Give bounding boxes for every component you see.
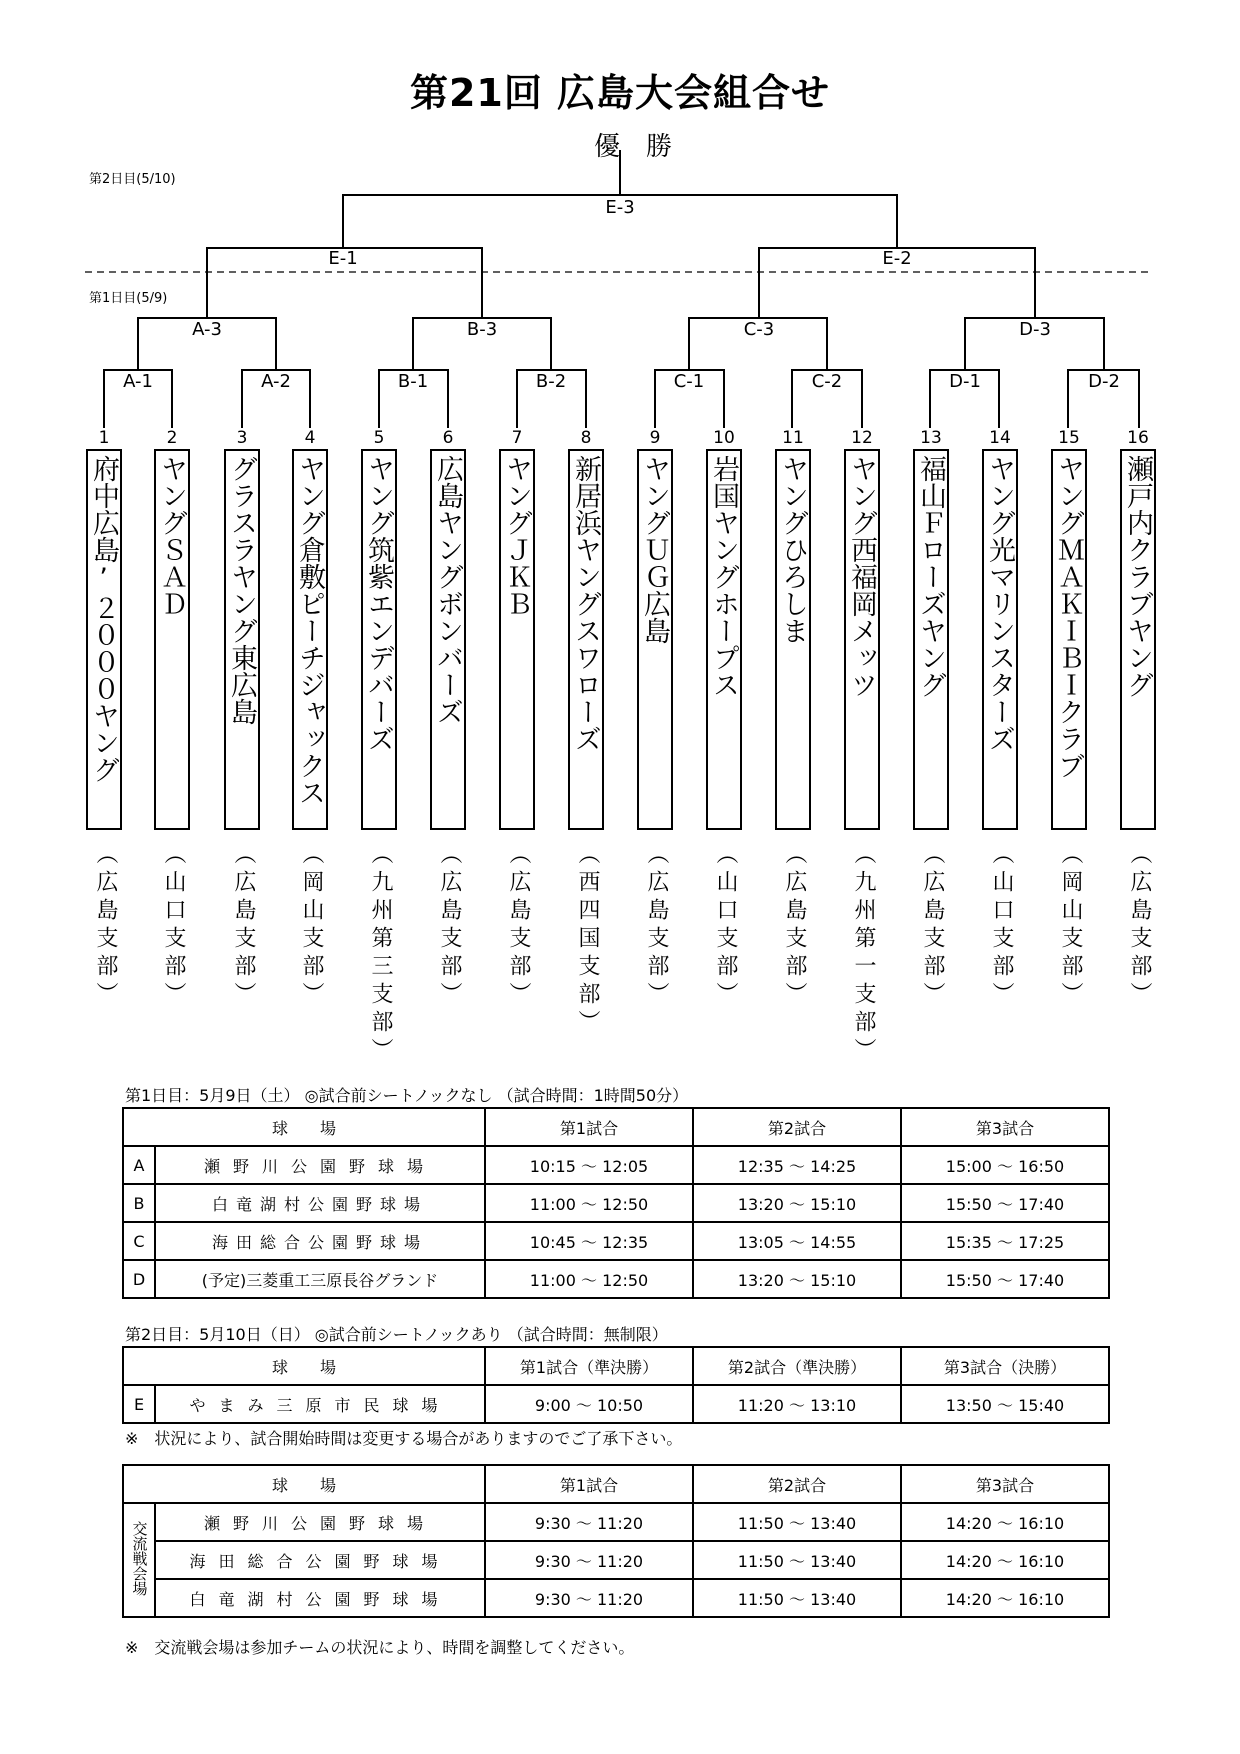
game2-time: 12:35 ～ 14:25 <box>693 1146 901 1184</box>
game2-time: 11:20 ～ 13:10 <box>693 1385 901 1423</box>
team-branch: （九州第三支部） <box>368 842 393 1066</box>
day1-bracket-label: 第1日目(5/9) <box>89 291 168 306</box>
table-header-row <box>123 1465 1109 1503</box>
game2-time: 11:50 ～ 13:40 <box>693 1503 901 1541</box>
venue-name: 白竜湖村公園野球場 <box>155 1579 485 1617</box>
match-e3: E-3 <box>605 197 635 218</box>
table-row <box>123 1579 1109 1617</box>
game2-time: 13:05 ～ 14:55 <box>693 1222 901 1260</box>
game3-time: 14:20 ～ 16:10 <box>901 1579 1109 1617</box>
match-d3: D-3 <box>1019 319 1051 340</box>
team-name: 瀬戸内クラブヤング <box>1120 449 1156 830</box>
table-row <box>123 1541 1109 1579</box>
team-name: ヤングＵＧ広島 <box>637 449 673 830</box>
match-e2: E-2 <box>882 248 912 269</box>
match-d1: D-1 <box>949 371 981 392</box>
match-e1: E-1 <box>328 248 358 269</box>
table-row <box>123 1222 1109 1260</box>
header-game2: 第2試合（準決勝） <box>693 1347 901 1385</box>
table-row <box>123 1503 1109 1541</box>
table-row <box>123 1146 1109 1184</box>
game1-time: 10:15 ～ 12:05 <box>485 1146 693 1184</box>
team-branch: （広島支部） <box>920 842 945 1010</box>
team-number: 14 <box>989 428 1011 448</box>
team-number: 12 <box>851 428 873 448</box>
team-name: ヤングＳＡＤ <box>154 449 190 830</box>
team-name: ヤング倉敷ピーチジャックス <box>292 449 328 830</box>
header-venue: 球 場 <box>123 1108 485 1146</box>
team-branch: （広島支部） <box>644 842 669 1010</box>
team-number: 2 <box>166 428 178 448</box>
table-header-row <box>123 1347 1109 1385</box>
game2-time: 13:20 ～ 15:10 <box>693 1260 901 1298</box>
team-branch: （広島支部） <box>1127 842 1152 1010</box>
game1-time: 9:30 ～ 11:20 <box>485 1541 693 1579</box>
team-number: 5 <box>373 428 385 448</box>
team-branch: （山口支部） <box>161 842 186 1010</box>
day2-bracket-label: 第2日目(5/10) <box>89 172 176 187</box>
header-game1: 第1試合（準決勝） <box>485 1347 693 1385</box>
header-venue: 球 場 <box>123 1465 485 1503</box>
game3-time: 14:20 ～ 16:10 <box>901 1541 1109 1579</box>
team-name: グラスラヤング東広島 <box>224 449 260 830</box>
game3-time: 15:35 ～ 17:25 <box>901 1222 1109 1260</box>
header-venue: 球 場 <box>123 1347 485 1385</box>
team-name: ヤングＪＫＢ <box>499 449 535 830</box>
venue-name: 瀬野川公園野球場 <box>155 1503 485 1541</box>
bracket-line-e1 <box>207 220 482 318</box>
team-name: ヤングＭＡＫＩＢＩクラブ <box>1051 449 1087 830</box>
match-b1: B-1 <box>397 371 429 392</box>
game1-time: 11:00 ～ 12:50 <box>485 1184 693 1222</box>
game2-time: 11:50 ～ 13:40 <box>693 1579 901 1617</box>
day1-schedule-table <box>122 1107 1110 1299</box>
team-branch: （九州第一支部） <box>851 842 876 1066</box>
venue-name: 海田総合公園野球場 <box>155 1222 485 1260</box>
team-number: 9 <box>649 428 661 448</box>
game1-time: 11:00 ～ 12:50 <box>485 1260 693 1298</box>
match-c3: C-3 <box>743 319 775 340</box>
team-branch: （広島支部） <box>93 842 118 1010</box>
team-branch: （岡山支部） <box>1058 842 1083 1010</box>
team-number: 1 <box>98 428 110 448</box>
team-branch: （広島支部） <box>782 842 807 1010</box>
team-number: 15 <box>1058 428 1080 448</box>
match-c2: C-2 <box>811 371 843 392</box>
team-name: 広島ヤングボンバーズ <box>430 449 466 830</box>
table-row <box>123 1184 1109 1222</box>
team-branch: （広島支部） <box>506 842 531 1010</box>
team-number: 7 <box>511 428 523 448</box>
game2-time: 11:50 ～ 13:40 <box>693 1541 901 1579</box>
day2-schedule-label: 第2日目：5月10日（日） ◎試合前シートノックあり （試合時間：無制限） <box>125 1325 668 1344</box>
day2-schedule-table <box>122 1346 1110 1424</box>
table-row <box>123 1385 1109 1423</box>
table-row <box>123 1260 1109 1298</box>
team-branch: （岡山支部） <box>299 842 324 1010</box>
exchange-note: ※ 交流戦会場は参加チームの状況により、時間を調整してください。 <box>125 1638 635 1657</box>
game3-time: 15:00 ～ 16:50 <box>901 1146 1109 1184</box>
game1-time: 9:30 ～ 11:20 <box>485 1503 693 1541</box>
match-a3: A-3 <box>192 319 222 340</box>
team-number: 4 <box>304 428 316 448</box>
header-game1: 第1試合 <box>485 1108 693 1146</box>
game3-time: 15:50 ～ 17:40 <box>901 1260 1109 1298</box>
exchange-side-label: 交流戦会場 <box>123 1503 155 1617</box>
venue-id: A <box>123 1146 155 1184</box>
game1-time: 9:30 ～ 11:20 <box>485 1579 693 1617</box>
schedule-note: ※ 状況により、試合開始時間は変更する場合がありますのでご了承下さい。 <box>125 1429 683 1448</box>
match-c1: C-1 <box>673 371 705 392</box>
team-branch: （広島支部） <box>231 842 256 1010</box>
team-number: 11 <box>782 428 804 448</box>
team-branch: （山口支部） <box>713 842 738 1010</box>
venue-id: E <box>123 1385 155 1423</box>
team-name: 新居浜ヤングスワローズ <box>568 449 604 830</box>
page-title: 第21回 広島大会組合せ <box>409 71 831 115</box>
match-b3: B-3 <box>466 319 498 340</box>
venue-id: C <box>123 1222 155 1260</box>
game2-time: 13:20 ～ 15:10 <box>693 1184 901 1222</box>
team-name: 福山Ｆローズヤング <box>913 449 949 830</box>
team-number: 10 <box>713 428 735 448</box>
venue-id: D <box>123 1260 155 1298</box>
header-game3: 第3試合（決勝） <box>901 1347 1109 1385</box>
venue-id: B <box>123 1184 155 1222</box>
team-name: ヤング筑紫エンデバーズ <box>361 449 397 830</box>
match-a2: A-2 <box>261 371 291 392</box>
match-a1: A-1 <box>123 371 153 392</box>
team-number: 8 <box>580 428 592 448</box>
table-header-row <box>123 1108 1109 1146</box>
game1-time: 9:00 ～ 10:50 <box>485 1385 693 1423</box>
game3-time: 15:50 ～ 17:40 <box>901 1184 1109 1222</box>
game1-time: 10:45 ～ 12:35 <box>485 1222 693 1260</box>
team-number: 3 <box>236 428 248 448</box>
team-branch: （山口支部） <box>989 842 1014 1010</box>
game3-time: 14:20 ～ 16:10 <box>901 1503 1109 1541</box>
team-name: ヤングひろしま <box>775 449 811 830</box>
team-branch: （西四国支部） <box>575 842 600 1038</box>
match-b2: B-2 <box>535 371 567 392</box>
venue-name: やまみ三原市民球場 <box>155 1385 485 1423</box>
header-game1: 第1試合 <box>485 1465 693 1503</box>
header-game3: 第3試合 <box>901 1465 1109 1503</box>
venue-name: 瀬野川公園野球場 <box>155 1146 485 1184</box>
team-name: 府中広島’２０００ヤング <box>86 449 122 830</box>
team-number: 6 <box>442 428 454 448</box>
day1-schedule-label: 第1日目：5月9日（土） ◎試合前シートノックなし （試合時間：1時間50分） <box>125 1086 689 1105</box>
team-name: ヤング西福岡メッツ <box>844 449 880 830</box>
champion-label: 優勝 <box>593 132 698 162</box>
header-game2: 第2試合 <box>693 1108 901 1146</box>
team-name: ヤング光マリンスターズ <box>982 449 1018 830</box>
team-name: 岩国ヤングホープス <box>706 449 742 830</box>
match-d2: D-2 <box>1088 371 1120 392</box>
header-game2: 第2試合 <box>693 1465 901 1503</box>
game3-time: 13:50 ～ 15:40 <box>901 1385 1109 1423</box>
bracket-line-e2 <box>759 220 1035 318</box>
venue-name: 海田総合公園野球場 <box>155 1541 485 1579</box>
exchange-schedule-table <box>122 1464 1110 1618</box>
venue-name: 白竜湖村公園野球場 <box>155 1184 485 1222</box>
team-number: 16 <box>1127 428 1149 448</box>
header-game3: 第3試合 <box>901 1108 1109 1146</box>
team-number: 13 <box>920 428 942 448</box>
tournament-bracket <box>0 0 1240 460</box>
venue-name: (予定)三菱重工三原長谷グランド <box>155 1260 485 1298</box>
team-branch: （広島支部） <box>437 842 462 1010</box>
